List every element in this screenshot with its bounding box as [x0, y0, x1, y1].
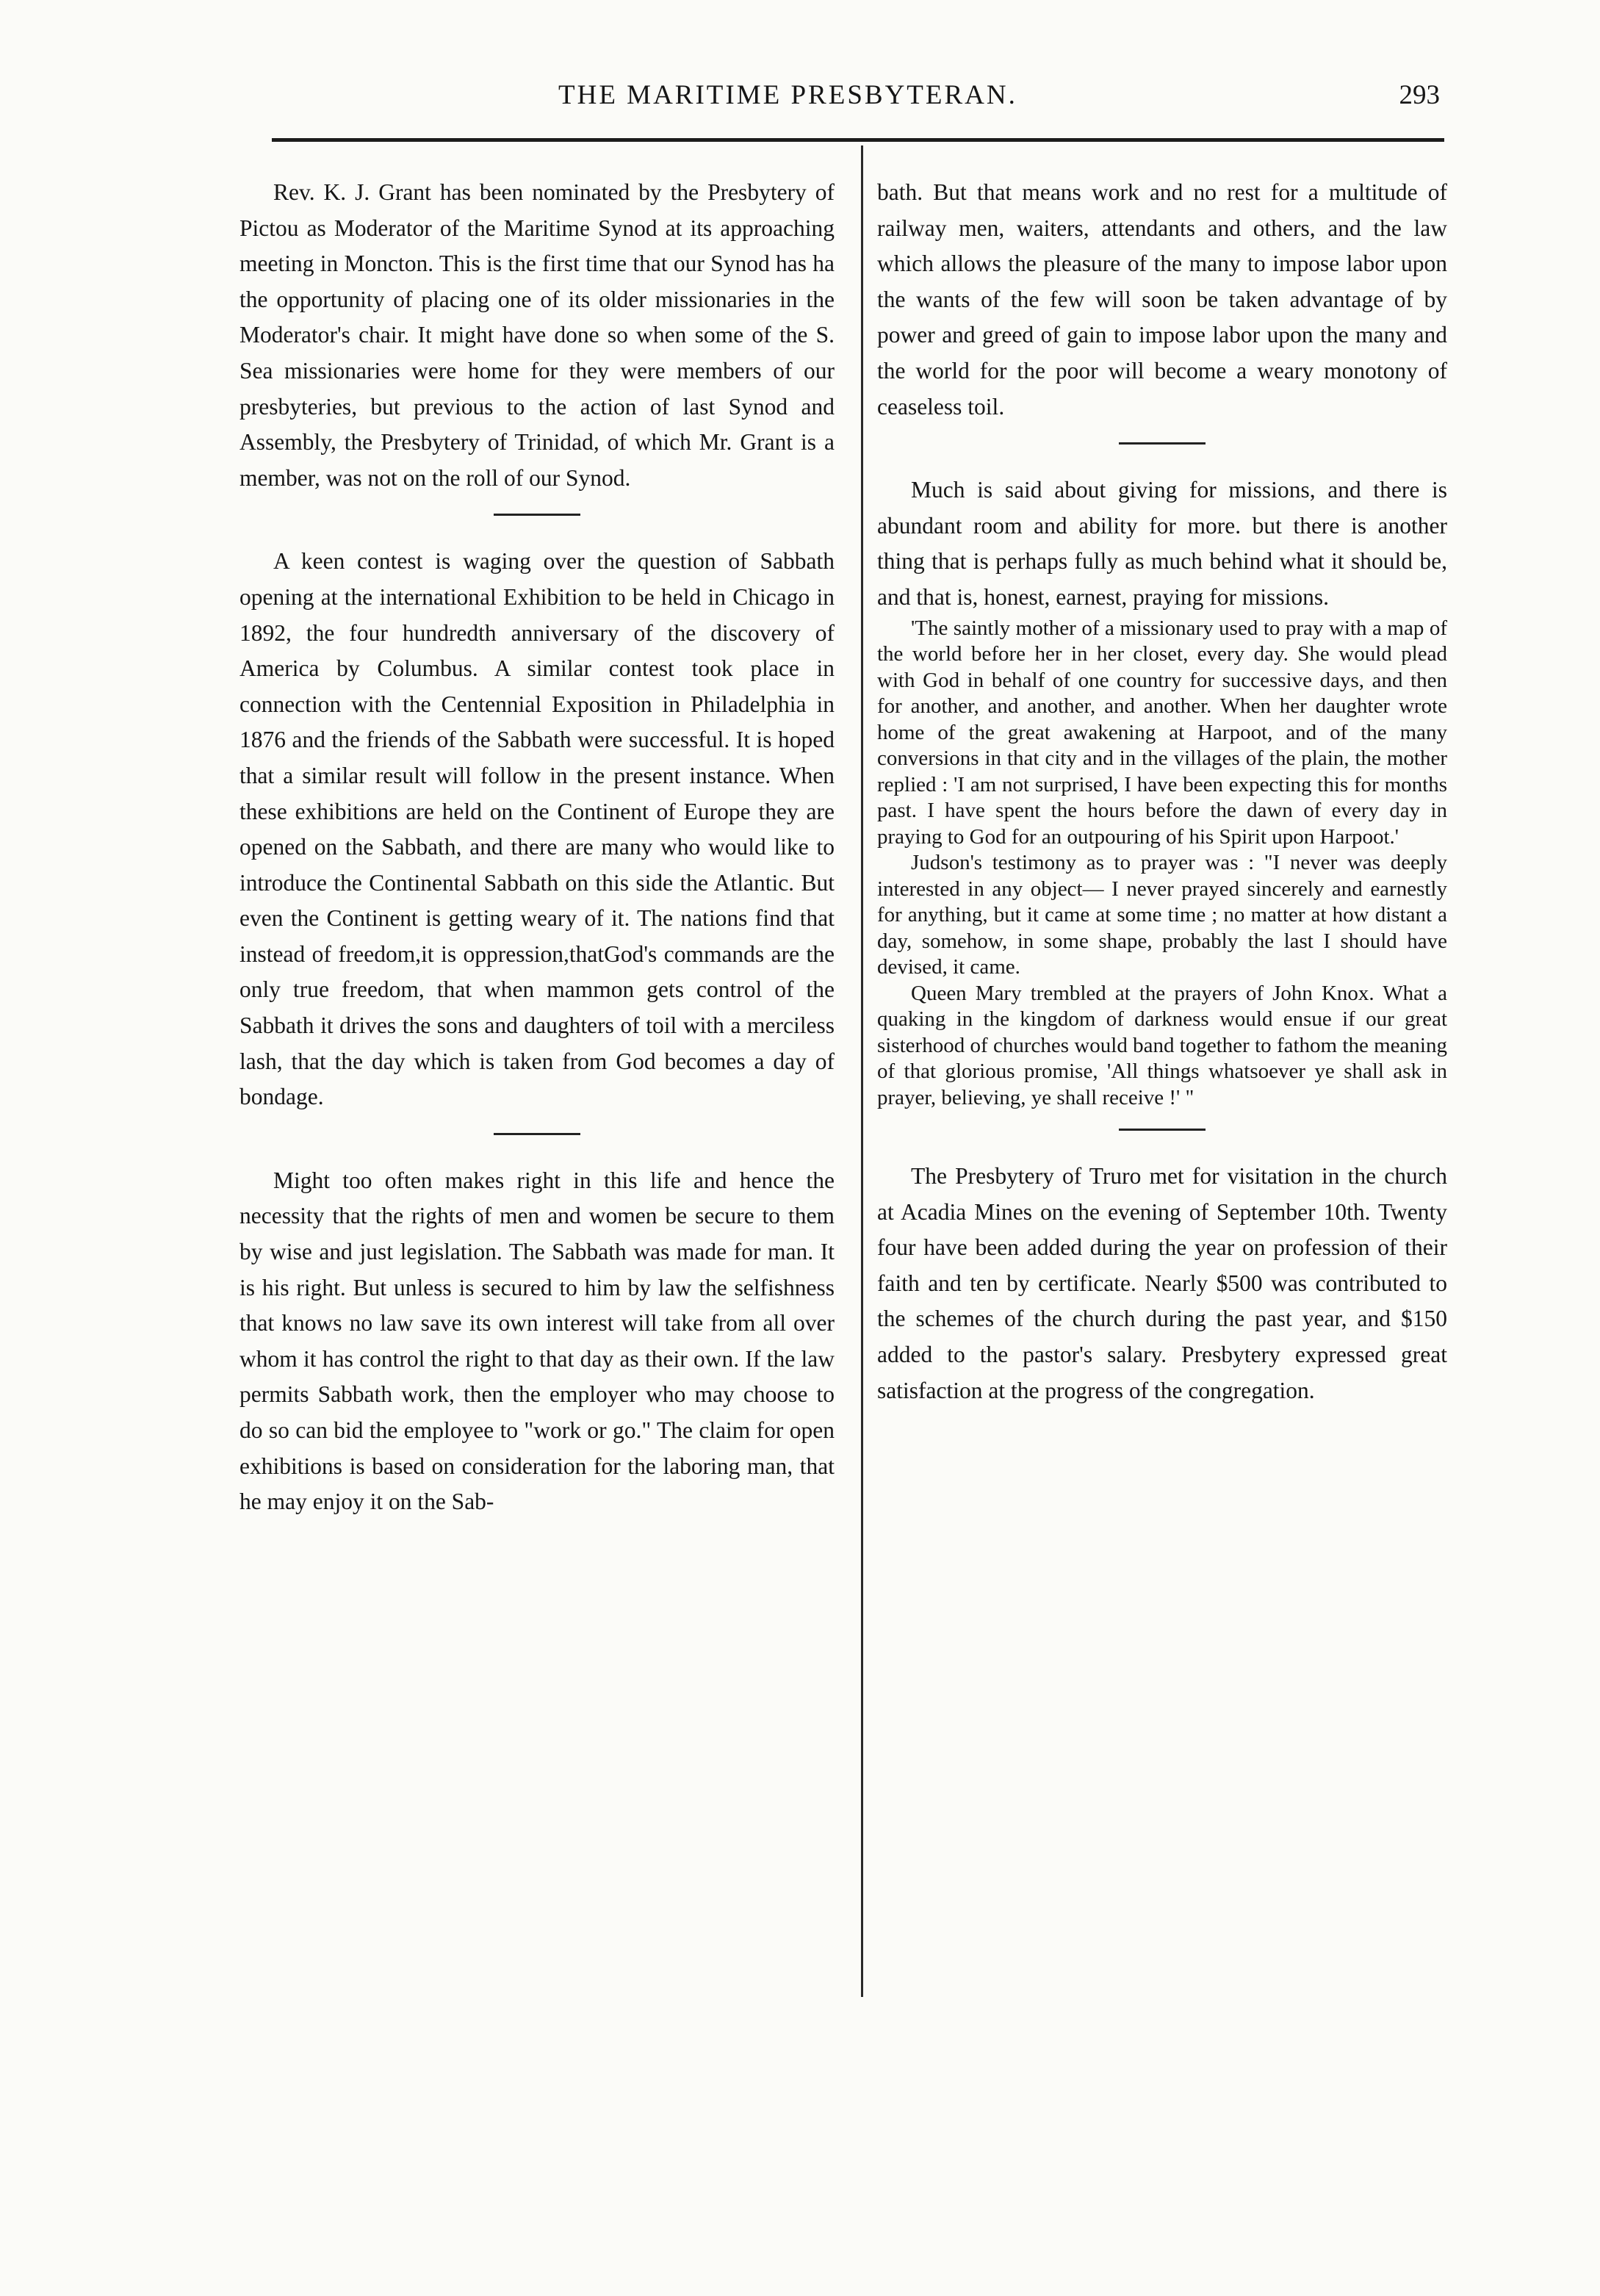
column-divider	[861, 145, 863, 1997]
article-presbytery-truro: The Presbytery of Truro met for visitation in the church at Acadia Mines on the evening of September 10th. Twenty four have been added during the year on profession of their faith and ten by certificate. Nearly $500 was contributed to the schemes of the church during the past year, and $150 added to the pastor's salary. Presbytery expressed great satisfaction at the progress of the congregation.	[877, 1163, 1447, 1403]
publication-title: THE MARITIME PRESBYTERAN.	[558, 80, 1017, 110]
left-column	[239, 175, 835, 1520]
right-column	[877, 175, 1447, 1408]
page-number: 293	[1399, 80, 1440, 110]
article-sabbath-exhibition: A keen contest is waging over the question of Sabbath opening at the international Exhibition to be held in Chicago in 1892, the four hundredth anniversary of the discovery of America by Columbus. A similar contest took place in connection with the Centennial Exposition in Philadelphia in 1876 and the friends of the Sabbath were successful. It is hoped that a similar result will follow in the present instance. When these exhibitions are held on the Continent of Europe they are opened on the Sabbath, and there are many who would like to introduce the Continental Sabbath on this side the Atlantic. But even the Continent is getting weary of it. The nations find that instead of freedom,it is oppression,thatGod's commands are the only true freedom, that when mammon gets control of the Sabbath it drives the sons and daughters of toil with a merciless lash, that the day which is taken from God becomes a day of bondage.	[239, 548, 835, 1110]
quote-queen-mary: Queen Mary trembled at the prayers of John Knox. What a quaking in the kingdom of darkness would ensue if our great sisterhood of churches would band together to fathom the meaning of that glorious promise, 'All things whatsoever ye shall ask in prayer, believing, ye shall receive !' "	[877, 981, 1447, 1109]
article-praying-for-missions: Much is said about giving for missions, and there is abundant room and ability for more. but there is another thing that is perhaps fully as much behind what it should be, and that is, honest, earnest, praying for missions.	[877, 477, 1447, 610]
section-separator	[1119, 442, 1206, 445]
quote-saintly-mother: 'The saintly mother of a missionary used to pray with a map of the world before her in her closet, every day. She would plead with God in behalf of one country for successive days, and then for another, and another, and another. When her daughter wrote home of the great awakening at Harpoot, and of the many conversions in that city and in the villages of the plain, the mother replied : 'I am not surprised, I have been expecting this for months past. I have spent the hours before the dawn of every day in praying to God for an outpouring of his Spirit upon Harpoot.'	[877, 616, 1447, 849]
article-sabbath-continued: bath. But that means work and no rest for a multitude of railway men, waiters, attendants and others, and the law which allows the pleasure of the many to impose labor upon the wants of the few will soon be taken advantage of by power and greed of gain to impose labor upon the many and the world for the poor will become a weary monotony of ceaseless toil.	[877, 179, 1447, 420]
section-separator	[1119, 1129, 1206, 1131]
article-might-makes-right: Might too often makes right in this life and hence the necessity that the rights of men and women be secure to them by wise and just legislation. The Sabbath was made for man. It is his right. But unless is secured to him by law the selfishness that knows no law save its own interest will take from all over whom it has control the right to that day as their own. If the law permits Sabbath work, then the employer who may choose to do so can bid the employee to "work or go." The claim for open exhibitions is based on consideration for the laboring man, that he may enjoy it on the Sab-	[239, 1167, 835, 1515]
page-header	[279, 79, 1440, 123]
quotation-block	[877, 616, 1447, 1112]
quote-judson: Judson's testimony as to prayer was : "I never was deeply interested in any object— I never prayed sincerely and earnestly for anything, but it came at some time ; no matter at how distant a day, somehow, in some shape, probably the last I should have devised, it came.	[877, 851, 1447, 979]
header-rule	[272, 138, 1444, 142]
article-grant-moderator: Rev. K. J. Grant has been nominated by the Presbytery of Pictou as Moderator of the Maritime Synod at its approaching meeting in Moncton. This is the first time that our Synod has ha the opportunity of placing one of its older missionaries in the Moderator's chair. It might have done so when some of the S. Sea missionaries were home for they were members of our presbyteries, but previous to the action of last Synod and Assembly, the Presbytery of Trinidad, of which Mr. Grant is a member, was not on the roll of our Synod.	[239, 179, 835, 491]
section-separator	[494, 514, 580, 516]
section-separator	[494, 1133, 580, 1135]
